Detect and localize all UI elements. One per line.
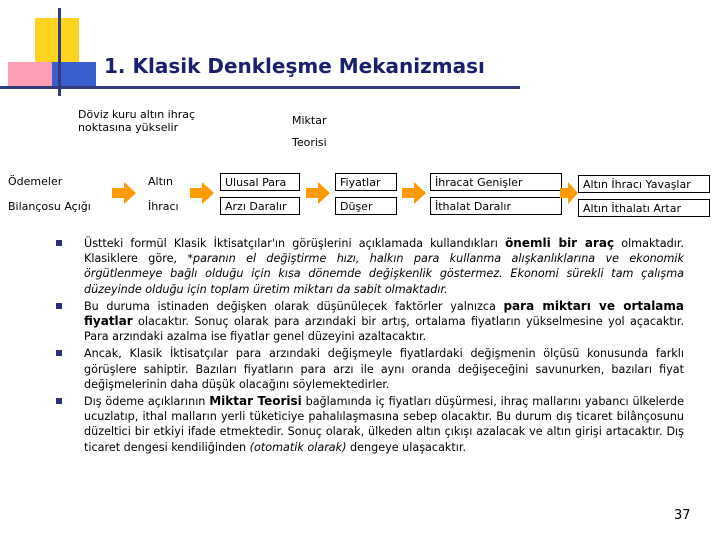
b1-italic: *paranın el değiştirme hızı, halkın para kullanma alışkanlıklarına ve ekonomik örgütlenmeye bağlı olduğu için kısa dönemde değişkenlik göstermez. Ekonomi sürekli tam çalışma düzeyinde olduğu için toplam üretim miktarı da sabit olmaktadır. (84, 252, 685, 296)
b3-text: Ancak, Klasik İktisatçılar para arzındaki değişmeyle fiyatlardaki değişmenin ölçüsü konusunda farklı görüşlere sahiptir. Bazıları fiyatların para arzı ile aynı oranda değişeceğini savunurken, bazıları fiyat değişmelerinin daha düşük olacağını söylemektedirler. (84, 347, 684, 391)
logo-pink-square (8, 62, 52, 88)
logo-yellow-square (35, 18, 79, 62)
bullet-square-icon (56, 398, 62, 404)
miktar-label: Miktar (292, 114, 327, 127)
bullet-item (56, 346, 684, 392)
bullet-item (56, 299, 684, 345)
b2-text2: olacaktır. Sonuç olarak para arzındaki bir artış, ortalama fiyatların yükselmesine yol açacaktır. Para arzındaki azalma ise fiyatlar genel düzeyini azaltacaktır. (84, 315, 684, 344)
bullet-list (56, 236, 684, 457)
b1-text: Üstteki formül Klasik İktisatçılar'ın görüşlerini açıklamada kullandıkları (84, 237, 506, 250)
row1-altin-ihraci-yavaslar: Altın İhracı Yavaşlar (578, 175, 710, 193)
b4-bold: Miktar Teorisi (209, 394, 302, 409)
row1-odemeler: Ödemeler (8, 175, 63, 188)
b2-bold: para miktarı ve ortalama fiyatlar (84, 298, 685, 329)
teorisi-label: Teorisi (292, 136, 327, 149)
logo-vertical-line (58, 8, 61, 96)
bullet-item (56, 394, 684, 455)
b1-bold: önemli bir araç (505, 236, 615, 250)
row2-bilancosu-acigi: Bilançosu Açığı (8, 200, 91, 213)
b2-text: Bu duruma istinaden değişken olarak düşünülecek faktörler yalnızca (84, 299, 504, 313)
row2-ihraci: İhracı (148, 200, 179, 213)
b4-text2: bağlamında iç fiyatları düşürmesi, ihraç mallarını yabancı ülkelerde ucuzlatıp, ithal malların yerli tüketiciye pahalılaşmasına sebep olacaktır. Bu durum dış ticaret bilânçosunu düzeltici bir etkiyi ifade etmektedir. Sonuç olarak, ülkeden altın çıkışı azalacak ve altın girişi artacaktır. Dış ticaret dengesi kendiliğinden (84, 395, 685, 454)
arrow-right-icon (190, 182, 214, 202)
row2-duser: Düşer (335, 197, 397, 215)
b1-text2: olmaktadır. Klasiklere göre, (84, 237, 684, 266)
arrow-right-icon (112, 182, 136, 202)
row1-altin: Altın (148, 175, 173, 188)
row2-arzi-daralir: Arzı Daralır (220, 197, 300, 215)
b4-italic: (otomatik olarak) (249, 440, 347, 454)
page-number: 37 (674, 508, 691, 523)
bullet-square-icon (56, 350, 62, 356)
row1-ihracat-genisler: İhracat Genişler (430, 173, 562, 191)
diagram-note: Döviz kuru altın ihraç noktasına yükselir (78, 108, 196, 134)
bullet-square-icon (56, 303, 62, 309)
row1-fiyatlar: Fiyatlar (335, 173, 397, 191)
bullet-square-icon (56, 240, 62, 246)
row1-ulusal-para: Ulusal Para (220, 173, 300, 191)
title-underline (0, 86, 520, 89)
row2-altin-ithalati-artar: Altın İthalatı Artar (578, 199, 710, 217)
slide-title: 1. Klasik Denkleşme Mekanizması (104, 54, 485, 78)
b4-text3: dengeye ulaşacaktır. (346, 440, 467, 454)
bullet-item (56, 236, 684, 297)
b4-text: Dış ödeme açıklarının (84, 395, 210, 409)
arrow-right-icon (560, 182, 578, 202)
row2-ithalat-daralir: İthalat Daralır (430, 197, 562, 215)
arrow-right-icon (402, 182, 426, 202)
arrow-right-icon (306, 182, 330, 202)
